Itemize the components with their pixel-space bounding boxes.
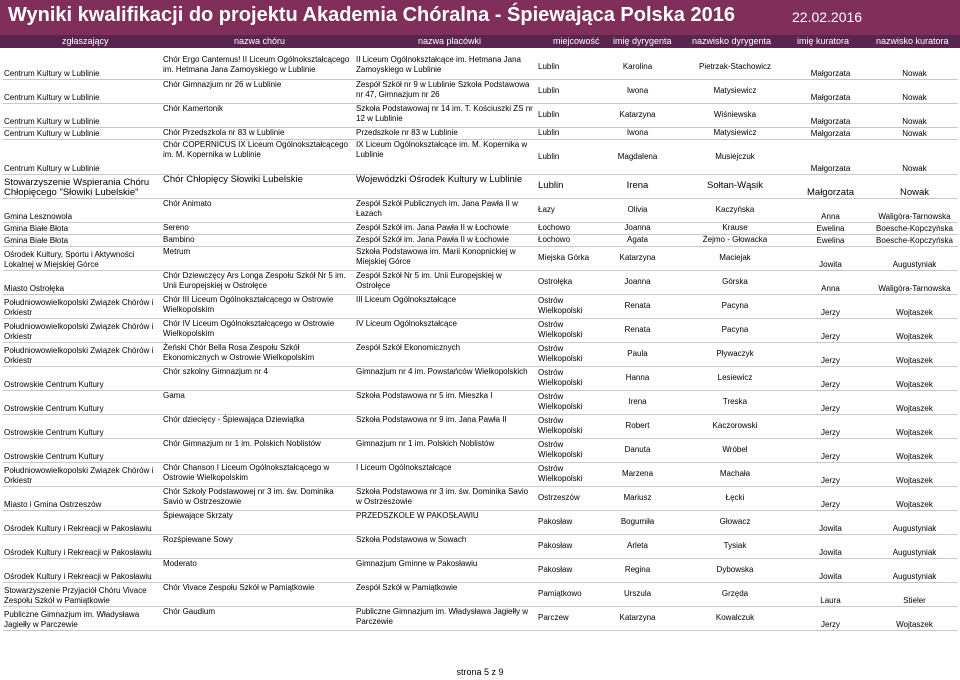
applicant-cell: Ostrowskie Centrum Kultury xyxy=(3,414,162,438)
city-cell: Lublin xyxy=(537,55,595,79)
city-cell: Lublin xyxy=(537,79,595,103)
choir-name-cell: Chór Chłopięcy Słowiki Lubelskie xyxy=(162,174,355,198)
conductor-last-name-cell: Matysiewicz xyxy=(680,127,790,139)
curator-last-name-cell: Wojtaszek xyxy=(871,462,958,486)
choir-name-cell: Bambino xyxy=(162,234,355,246)
conductor-last-name-cell: Pacyna xyxy=(680,294,790,318)
curator-first-name-cell: Jerzy xyxy=(790,486,871,510)
city-cell: Lublin xyxy=(537,139,595,174)
city-cell: Ostrów Wielkopolski xyxy=(537,294,595,318)
conductor-last-name-cell: Wróbel xyxy=(680,438,790,462)
city-cell: Łochowo xyxy=(537,222,595,234)
curator-last-name-cell: Wojtaszek xyxy=(871,294,958,318)
curator-first-name-cell: Jowita xyxy=(790,510,871,534)
conductor-first-name-cell: Mariusz xyxy=(595,486,680,510)
institution-cell: I Liceum Ogólnokształcące xyxy=(355,462,537,486)
conductor-first-name-cell: Iwona xyxy=(595,127,680,139)
curator-last-name-cell: Wojtaszek xyxy=(871,342,958,366)
conductor-first-name-cell: Paula xyxy=(595,342,680,366)
choir-name-cell: Chór III Liceum Ogólnokształcącego w Ostrowie Wielkopolskim xyxy=(162,294,355,318)
document-date: 22.02.2016 xyxy=(792,9,863,25)
table-row xyxy=(3,462,958,486)
curator-first-name-cell: Jerzy xyxy=(790,294,871,318)
table-row xyxy=(3,270,958,294)
choir-name-cell: Chór Gaudium xyxy=(162,606,355,630)
city-cell: Parczew xyxy=(537,606,595,630)
curator-last-name-cell: Augustyniak xyxy=(871,534,958,558)
institution-cell: Zespół Szkół im. Jana Pawła II w Łochowie xyxy=(355,234,537,246)
conductor-last-name-cell: Sołtan-Wąsik xyxy=(680,174,790,198)
curator-last-name-cell: Wojtaszek xyxy=(871,606,958,630)
institution-cell: Szkoła Podstawowa w Sowach xyxy=(355,534,537,558)
institution-cell: Publiczne Gimnazjum im. Władysława Jagiełły w Parczewie xyxy=(355,606,537,630)
conductor-last-name-cell: Pacyna xyxy=(680,318,790,342)
institution-cell: Zespół Szkół Ekonomicznych xyxy=(355,342,537,366)
table-row xyxy=(3,366,958,390)
choir-name-cell: Chór IV Liceum Ogólnokształcącego w Ostrowie Wielkopolskim xyxy=(162,318,355,342)
city-cell: Pamiątkowo xyxy=(537,582,595,606)
curator-last-name-cell: Waligóra-Tarnowska xyxy=(871,198,958,222)
choir-name-cell: Chór Animato xyxy=(162,198,355,222)
institution-cell: Zespół Szkół Publicznych im. Jana Pawła II w Łazach xyxy=(355,198,537,222)
institution-cell: IX Liceum Ogólnokształcące im. M. Kopernika w Lublinie xyxy=(355,139,537,174)
curator-last-name-cell: Stieler xyxy=(871,582,958,606)
applicant-cell: Gmina Lesznowola xyxy=(3,198,162,222)
conductor-first-name-cell: Katarzyna xyxy=(595,246,680,270)
table-row xyxy=(3,55,958,79)
conductor-last-name-cell: Tysiak xyxy=(680,534,790,558)
applicant-cell: Ośrodek Kultury i Rekreacji w Pakosławiu xyxy=(3,558,162,582)
curator-last-name-cell: Nowak xyxy=(871,55,958,79)
curator-first-name-cell: Jowita xyxy=(790,246,871,270)
applicant-cell: Ośrodek Kultury i Rekreacji w Pakosławiu xyxy=(3,510,162,534)
table-row xyxy=(3,342,958,366)
applicant-cell: Południowowielkopolski Związek Chórów i Orkiestr xyxy=(3,462,162,486)
curator-first-name-cell: Jerzy xyxy=(790,318,871,342)
conductor-first-name-cell: Regina xyxy=(595,558,680,582)
institution-cell: Gimnazjum Gminne w Pakosławiu xyxy=(355,558,537,582)
curator-last-name-cell: Nowak xyxy=(871,139,958,174)
city-cell: Ostrów Wielkopolski xyxy=(537,438,595,462)
institution-cell: Gimnazjum nr 4 im. Powstańców Wielkopolskich xyxy=(355,366,537,390)
curator-last-name-cell: Boesche-Kopczyńska xyxy=(871,222,958,234)
conductor-last-name-cell: Kaczyńska xyxy=(680,198,790,222)
institution-cell: III Liceum Ogólnokształcące xyxy=(355,294,537,318)
curator-first-name-cell: Małgorzata xyxy=(790,79,871,103)
table-row xyxy=(3,234,958,246)
conductor-last-name-cell: Musiejczuk xyxy=(680,139,790,174)
conductor-last-name-cell: Wiśniewska xyxy=(680,103,790,127)
curator-first-name-cell: Jerzy xyxy=(790,414,871,438)
applicant-cell: Miasto Ostrołęka xyxy=(3,270,162,294)
curator-last-name-cell: Augustyniak xyxy=(871,510,958,534)
conductor-first-name-cell: Joanna xyxy=(595,270,680,294)
conductor-first-name-cell: Joanna xyxy=(595,222,680,234)
city-cell: Ostrów Wielkopolski xyxy=(537,390,595,414)
curator-last-name-cell: Nowak xyxy=(871,127,958,139)
conductor-first-name-cell: Karolina xyxy=(595,55,680,79)
curator-first-name-cell: Ewelina xyxy=(790,222,871,234)
curator-first-name-cell: Jerzy xyxy=(790,366,871,390)
institution-cell: Szkoła Podstawowa nr 3 im. św. Dominika Savio w Ostrzeszowie xyxy=(355,486,537,510)
applicant-cell: Gmina Białe Błota xyxy=(3,222,162,234)
applicant-cell: Południowowielkopolski Związek Chórów i Orkiestr xyxy=(3,318,162,342)
curator-first-name-cell: Małgorzata xyxy=(790,139,871,174)
column-header-bar xyxy=(0,35,960,48)
conductor-first-name-cell: Renata xyxy=(595,294,680,318)
choir-name-cell: Sereno xyxy=(162,222,355,234)
applicant-cell: Ostrowskie Centrum Kultury xyxy=(3,438,162,462)
column-header: nazwa placówki xyxy=(418,36,482,46)
institution-cell: Zespół Szkół im. Jana Pawła II w Łochowie xyxy=(355,222,537,234)
choir-name-cell: Chór COPERNICUS IX Liceum Ogólnokształcącego im. M. Kopernika w Lublinie xyxy=(162,139,355,174)
table-row xyxy=(3,103,958,127)
institution-cell: II Liceum Ogólnokształcące im. Hetmana Jana Zamoyskiego w Lublinie xyxy=(355,55,537,79)
conductor-last-name-cell: Maciejak xyxy=(680,246,790,270)
choir-name-cell: Chór Gimnazjum nr 26 w Lublinie xyxy=(162,79,355,103)
applicant-cell: Stowarzyszenie Przyjaciół Chóru Vivace Zespołu Szkół w Pamiątkowie xyxy=(3,582,162,606)
applicant-cell: Publiczne Gimnazjum im. Władysława Jagiełły w Parczewie xyxy=(3,606,162,630)
city-cell: Ostrołęka xyxy=(537,270,595,294)
city-cell: Ostrzeszów xyxy=(537,486,595,510)
curator-first-name-cell: Jerzy xyxy=(790,342,871,366)
curator-first-name-cell: Jowita xyxy=(790,534,871,558)
institution-cell: Gimnazjum nr 1 im. Polskich Noblistów xyxy=(355,438,537,462)
conductor-first-name-cell: Marzena xyxy=(595,462,680,486)
city-cell: Ostrów Wielkopolski xyxy=(537,414,595,438)
column-header: nazwa chóru xyxy=(234,36,286,46)
choir-name-cell: Żeński Chór Bella Rosa Zespołu Szkół Ekonomicznych w Ostrowie Wielkopolskim xyxy=(162,342,355,366)
conductor-first-name-cell: Danuta xyxy=(595,438,680,462)
institution-cell: Zespół Szkół Nr 5 im. Unii Europejskiej w Ostrołęce xyxy=(355,270,537,294)
choir-name-cell: Chór Ergo Cantemus! II Liceum Ogólnokształcącego im. Hetmana Jana Zamoyskiego w Lublinie xyxy=(162,55,355,79)
curator-last-name-cell: Wojtaszek xyxy=(871,390,958,414)
curator-first-name-cell: Laura xyxy=(790,582,871,606)
institution-cell: Wojewódzki Ośrodek Kultury w Lublinie xyxy=(355,174,537,198)
curator-first-name-cell: Anna xyxy=(790,270,871,294)
conductor-first-name-cell: Robert xyxy=(595,414,680,438)
table-row xyxy=(3,127,958,139)
table-row xyxy=(3,582,958,606)
curator-first-name-cell: Małgorzata xyxy=(790,103,871,127)
choir-name-cell: Chór Vivace Zespołu Szkół w Pamiątkowie xyxy=(162,582,355,606)
curator-last-name-cell: Nowak xyxy=(871,103,958,127)
curator-last-name-cell: Wojtaszek xyxy=(871,486,958,510)
curator-last-name-cell: Boesche-Kopczyńska xyxy=(871,234,958,246)
institution-cell: Szkoła Podstawowa nr 9 im. Jana Pawła II xyxy=(355,414,537,438)
applicant-cell: Stowarzyszenie Wspierania Chóru Chłopięcego "Słowiki Lubelskie" xyxy=(3,174,162,198)
conductor-first-name-cell: Arleta xyxy=(595,534,680,558)
institution-cell: Szkoła Podstawowa nr 5 im. Mieszka I xyxy=(355,390,537,414)
conductor-last-name-cell: Górska xyxy=(680,270,790,294)
city-cell: Pakosław xyxy=(537,558,595,582)
table-row xyxy=(3,198,958,222)
conductor-last-name-cell: Pływaczyk xyxy=(680,342,790,366)
choir-name-cell: Chór Chanson I Liceum Ogólnokształcącego w Ostrowie Wielkopolskim xyxy=(162,462,355,486)
table-row xyxy=(3,414,958,438)
conductor-last-name-cell: Kowalczuk xyxy=(680,606,790,630)
table-row xyxy=(3,510,958,534)
conductor-first-name-cell: Katarzyna xyxy=(595,103,680,127)
choir-name-cell: Śpiewające Skrzaty xyxy=(162,510,355,534)
conductor-first-name-cell: Olivia xyxy=(595,198,680,222)
results-table-body xyxy=(3,55,958,630)
curator-last-name-cell: Augustyniak xyxy=(871,558,958,582)
column-header: imię kuratora xyxy=(797,36,850,46)
conductor-first-name-cell: Urszula xyxy=(595,582,680,606)
city-cell: Łazy xyxy=(537,198,595,222)
conductor-first-name-cell: Iwona xyxy=(595,79,680,103)
city-cell: Pakosław xyxy=(537,510,595,534)
institution-cell: Przedszkole nr 83 w Lublinie xyxy=(355,127,537,139)
curator-first-name-cell: Jerzy xyxy=(790,438,871,462)
institution-cell: Zespół Szkół nr 9 w Lublinie Szkoła Podstawowa nr 47, Gimnazjum nr 26 xyxy=(355,79,537,103)
column-header: nazwisko dyrygenta xyxy=(692,36,772,46)
choir-name-cell: Chór Gimnazjum nr 1 im. Polskich Noblistów xyxy=(162,438,355,462)
city-cell: Ostrów Wielkopolski xyxy=(537,462,595,486)
conductor-first-name-cell: Renata xyxy=(595,318,680,342)
table-row xyxy=(3,486,958,510)
conductor-last-name-cell: Łęcki xyxy=(680,486,790,510)
curator-first-name-cell: Jowita xyxy=(790,558,871,582)
curator-last-name-cell: Nowak xyxy=(871,79,958,103)
applicant-cell: Ostrowskie Centrum Kultury xyxy=(3,366,162,390)
curator-first-name-cell: Ewelina xyxy=(790,234,871,246)
conductor-first-name-cell: Bogumiła xyxy=(595,510,680,534)
column-header: miejcowość xyxy=(553,36,600,46)
applicant-cell: Ostrowskie Centrum Kultury xyxy=(3,390,162,414)
curator-first-name-cell: Jerzy xyxy=(790,462,871,486)
choir-name-cell: Chór szkolny Gimnazjum nr 4 xyxy=(162,366,355,390)
applicant-cell: Centrum Kultury w Lublinie xyxy=(3,139,162,174)
institution-cell: IV Liceum Ogólnokształcące xyxy=(355,318,537,342)
table-row xyxy=(3,139,958,174)
table-row xyxy=(3,606,958,630)
city-cell: Łochowo xyxy=(537,234,595,246)
city-cell: Pakosław xyxy=(537,534,595,558)
curator-first-name-cell: Anna xyxy=(790,198,871,222)
conductor-last-name-cell: Lesiewicz xyxy=(680,366,790,390)
table-row xyxy=(3,294,958,318)
conductor-first-name-cell: Irena xyxy=(595,390,680,414)
conductor-first-name-cell: Agata xyxy=(595,234,680,246)
results-table xyxy=(3,55,958,631)
choir-name-cell: Rozśpiewane Sowy xyxy=(162,534,355,558)
page-title: Wyniki kwalifikacji do projektu Akademia Chóralna - Śpiewająca Polska 2016 xyxy=(8,4,735,26)
curator-first-name-cell: Małgorzata xyxy=(790,127,871,139)
applicant-cell: Centrum Kultury w Lublinie xyxy=(3,55,162,79)
table-row xyxy=(3,438,958,462)
curator-last-name-cell: Augustyniak xyxy=(871,246,958,270)
choir-name-cell: Chór dziecięcy - Śpiewająca Dziewiątka xyxy=(162,414,355,438)
city-cell: Lublin xyxy=(537,103,595,127)
conductor-first-name-cell: Katarzyna xyxy=(595,606,680,630)
curator-first-name-cell: Małgorzata xyxy=(790,174,871,198)
choir-name-cell: Chór Szkoły Podstawowej nr 3 im. św. Dominika Savio w Ostrzeszowie xyxy=(162,486,355,510)
curator-last-name-cell: Wojtaszek xyxy=(871,366,958,390)
conductor-first-name-cell: Irena xyxy=(595,174,680,198)
choir-name-cell: Chór Dziewczęcy Ars Longa Zespołu Szkół Nr 5 im. Unii Europejskiej w Ostrołęce xyxy=(162,270,355,294)
table-row xyxy=(3,79,958,103)
city-cell: Ostrów Wielkopolski xyxy=(537,366,595,390)
curator-last-name-cell: Wojtaszek xyxy=(871,414,958,438)
conductor-last-name-cell: Matysiewicz xyxy=(680,79,790,103)
conductor-last-name-cell: Machała xyxy=(680,462,790,486)
applicant-cell: Południowowielkopolski Związek Chórów i Orkiestr xyxy=(3,294,162,318)
table-row xyxy=(3,558,958,582)
curator-first-name-cell: Jerzy xyxy=(790,390,871,414)
conductor-last-name-cell: Krause xyxy=(680,222,790,234)
institution-cell: Szkoła Podstawowa im. Marii Konopnickiej w Miejskiej Górce xyxy=(355,246,537,270)
curator-last-name-cell: Waligóra-Tarnowska xyxy=(871,270,958,294)
table-row xyxy=(3,174,958,198)
table-row xyxy=(3,390,958,414)
applicant-cell: Ośrodek Kultury, Sportu i Aktywności Lokalnej w Miejskiej Górce xyxy=(3,246,162,270)
conductor-first-name-cell: Magdalena xyxy=(595,139,680,174)
choir-name-cell: Chór Przedszkola nr 83 w Lublinie xyxy=(162,127,355,139)
table-row xyxy=(3,534,958,558)
curator-last-name-cell: Nowak xyxy=(871,174,958,198)
conductor-last-name-cell: Głowacz xyxy=(680,510,790,534)
applicant-cell: Centrum Kultury w Lublinie xyxy=(3,79,162,103)
choir-name-cell: Moderato xyxy=(162,558,355,582)
applicant-cell: Gmina Białe Błota xyxy=(3,234,162,246)
curator-last-name-cell: Wojtaszek xyxy=(871,318,958,342)
table-row xyxy=(3,318,958,342)
city-cell: Ostrów Wielkopolski xyxy=(537,318,595,342)
table-row xyxy=(3,246,958,270)
city-cell: Miejska Górka xyxy=(537,246,595,270)
applicant-cell: Centrum Kultury w Lublinie xyxy=(3,103,162,127)
applicant-cell: Ośrodek Kultury i Rekreacji w Pakosławiu xyxy=(3,534,162,558)
city-cell: Lublin xyxy=(537,174,595,198)
title-bar xyxy=(0,0,960,35)
choir-name-cell: Chór Kamertonik xyxy=(162,103,355,127)
column-header: nazwisko kuratora xyxy=(876,36,949,46)
curator-first-name-cell: Jerzy xyxy=(790,606,871,630)
conductor-last-name-cell: Pietrzak-Stachowicz xyxy=(680,55,790,79)
curator-last-name-cell: Wojtaszek xyxy=(871,438,958,462)
applicant-cell: Miasto i Gmina Ostrzeszów xyxy=(3,486,162,510)
conductor-last-name-cell: Treska xyxy=(680,390,790,414)
conductor-last-name-cell: Kaczorowski xyxy=(680,414,790,438)
city-cell: Lublin xyxy=(537,127,595,139)
conductor-last-name-cell: Żejmo - Głowacka xyxy=(680,234,790,246)
curator-first-name-cell: Małgorzata xyxy=(790,55,871,79)
institution-cell: Zespół Szkół w Pamiątkowie xyxy=(355,582,537,606)
choir-name-cell: Gama xyxy=(162,390,355,414)
conductor-last-name-cell: Grzęda xyxy=(680,582,790,606)
page-number: strona 5 z 9 xyxy=(456,667,504,677)
table-row xyxy=(3,222,958,234)
applicant-cell: Południowowielkopolski Związek Chórów i Orkiestr xyxy=(3,342,162,366)
choir-name-cell: Metrum xyxy=(162,246,355,270)
institution-cell: PRZEDSZKOLE W PAKOSŁAWIU xyxy=(355,510,537,534)
applicant-cell: Centrum Kultury w Lublinie xyxy=(3,127,162,139)
conductor-first-name-cell: Hanna xyxy=(595,366,680,390)
conductor-last-name-cell: Dybowska xyxy=(680,558,790,582)
column-header: zgłaszający xyxy=(62,36,109,46)
column-header: imię dyrygenta xyxy=(613,36,672,46)
city-cell: Ostrów Wielkopolski xyxy=(537,342,595,366)
institution-cell: Szkoła Podstawowaj nr 14 im. T. Kościuszki ZS nr 12 w Lublinie xyxy=(355,103,537,127)
